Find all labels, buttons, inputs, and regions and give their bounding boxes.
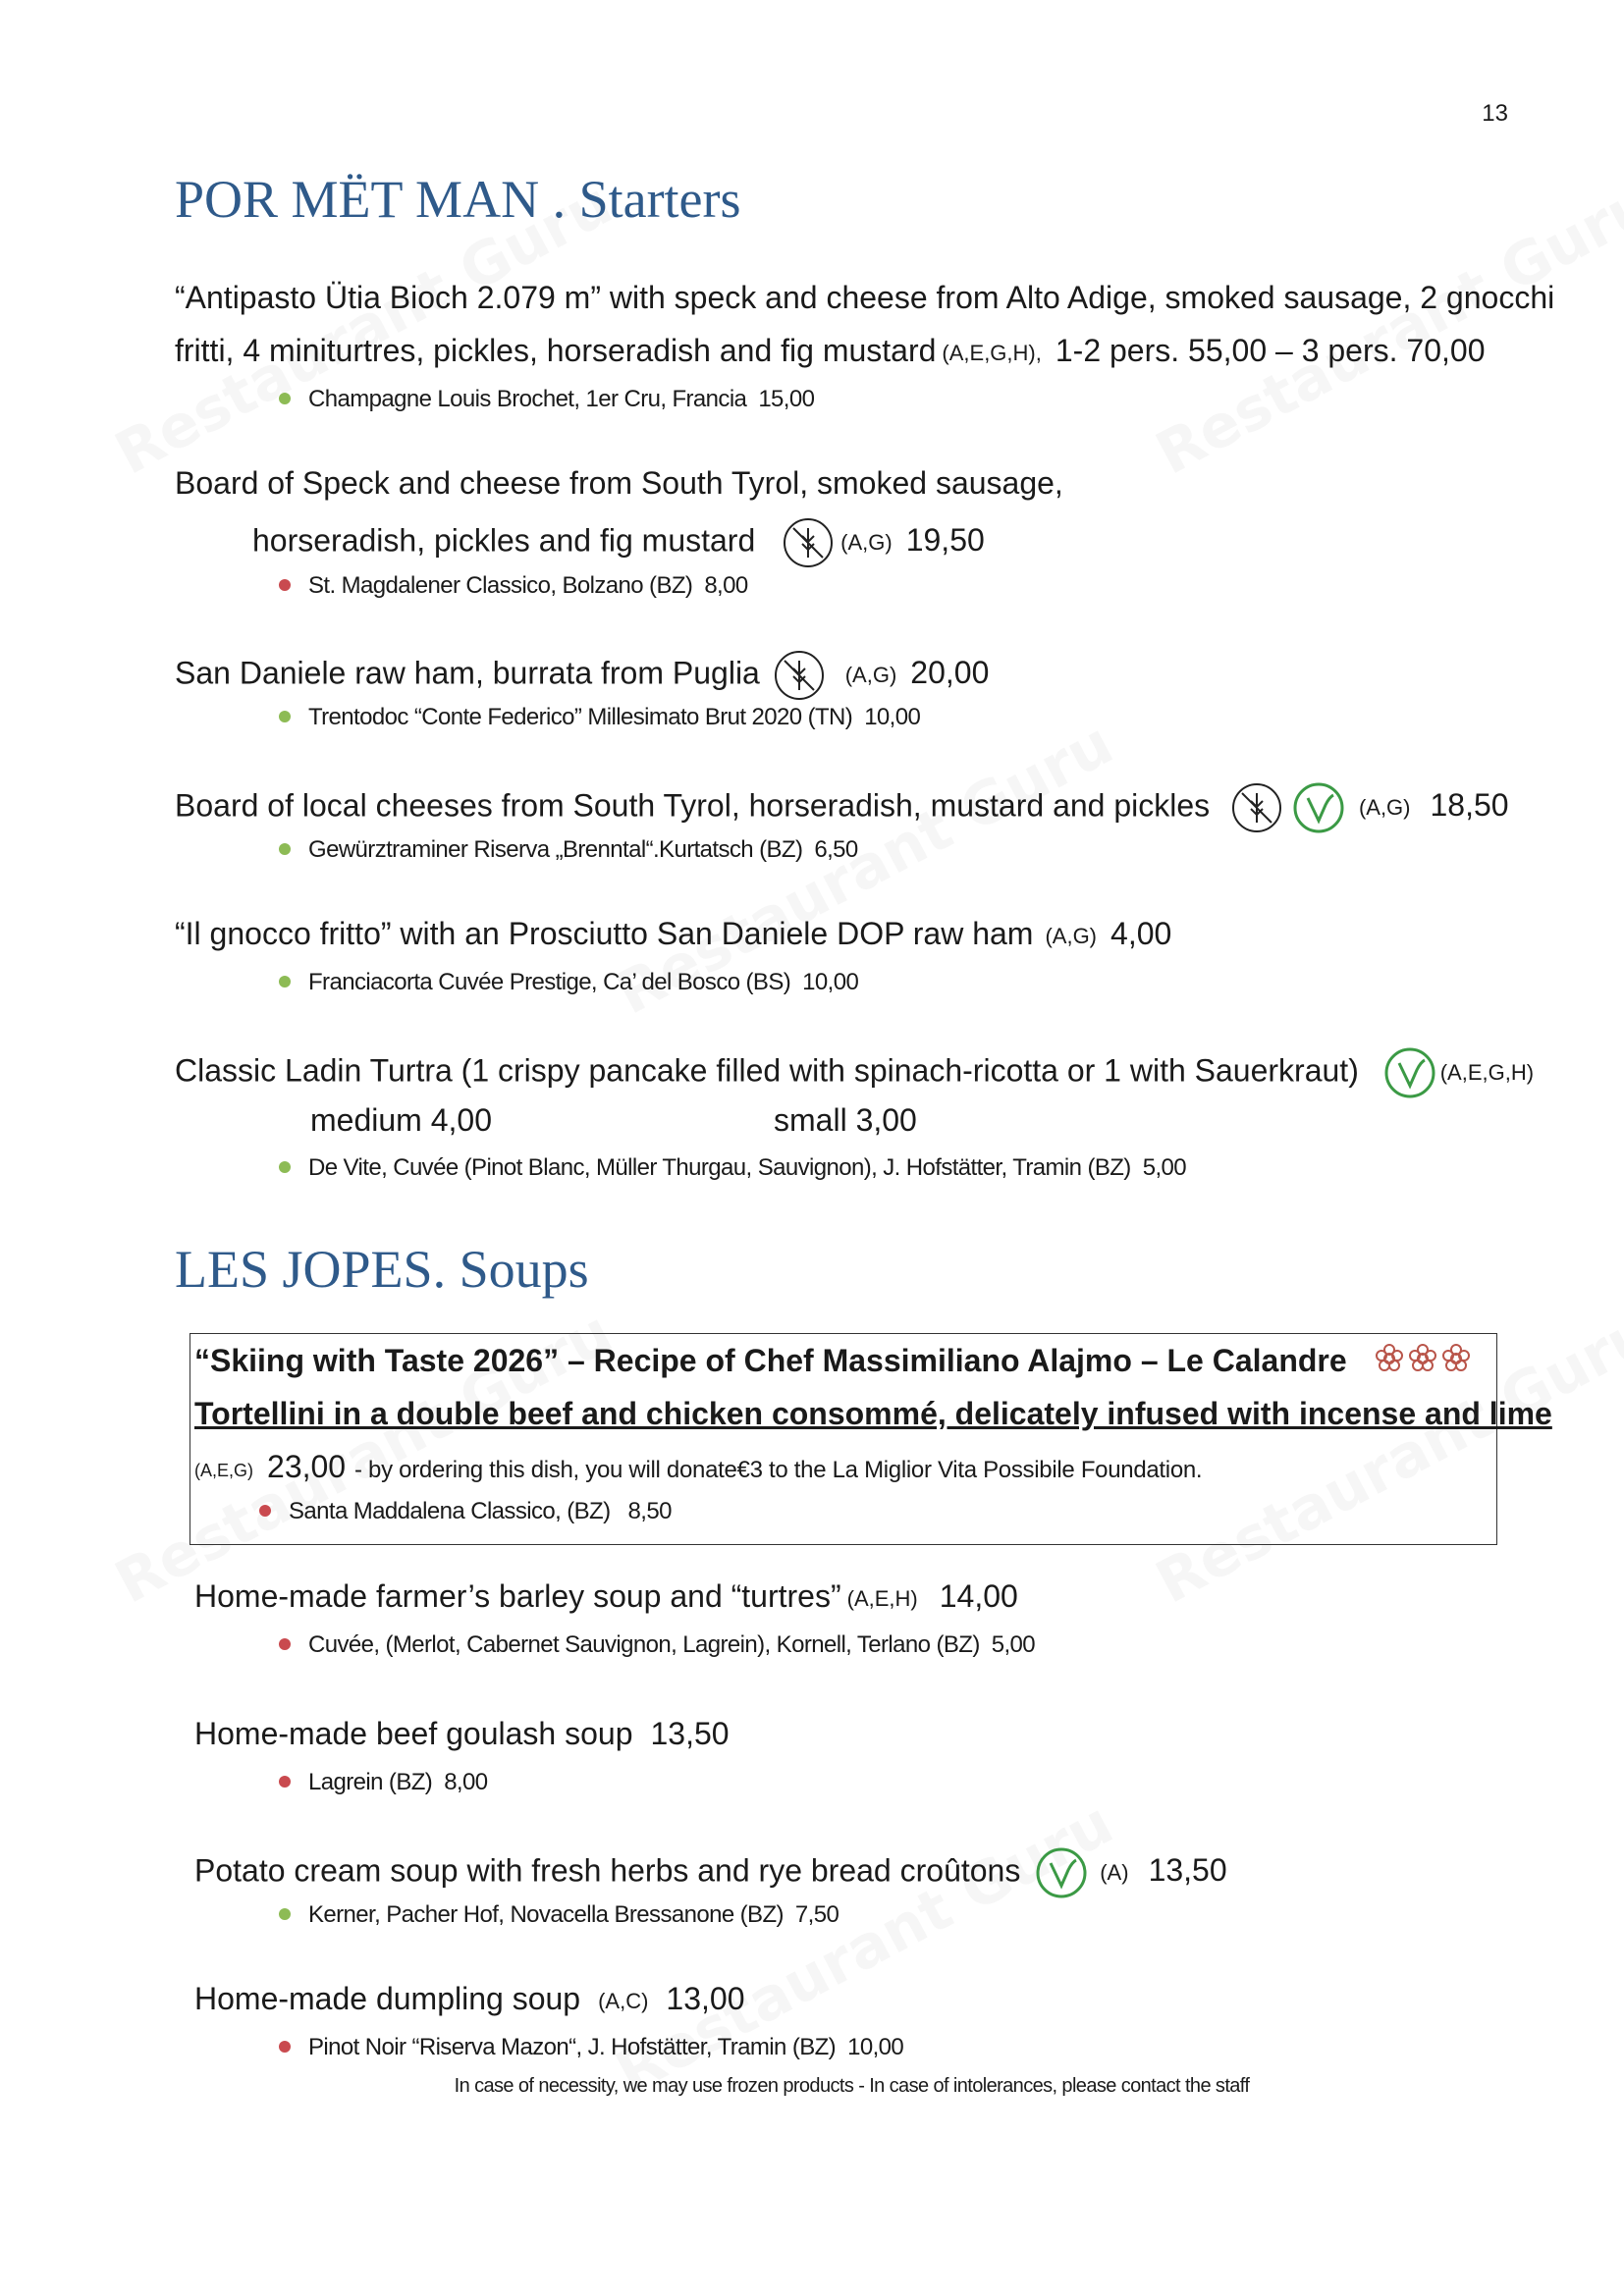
- wine-pairing: [279, 835, 858, 865]
- menu-item-name: horseradish, pickles and fig mustard (A,G) 19,50: [252, 516, 985, 569]
- wine-color-dot: [279, 843, 291, 855]
- wine-color-dot: [259, 1505, 271, 1517]
- vegetarian-icon: [1383, 1046, 1436, 1099]
- menu-item-size-small: small 3,00: [774, 1102, 917, 1138]
- menu-item-name: Home-made dumpling soup (A,C) 13,00: [194, 1981, 745, 2016]
- menu-item-name: Potato cream soup with fresh herbs and rye bread croûtons (A) 13,50: [194, 1846, 1227, 1899]
- wine-price: 8,50: [627, 1498, 672, 1524]
- wine-name: Gewürztraminer Riserva „Brenntal“.Kurtatsch (BZ): [308, 836, 803, 863]
- wine-pairing: [279, 1630, 1035, 1660]
- menu-item-name: Board of local cheeses from South Tyrol, horseradish, mustard and pickles (A,G) 18,50: [175, 781, 1509, 834]
- donation-note: - by ordering this dish, you will donate€3 to the La Miglior Vita Possibile Foundation.: [353, 1457, 1203, 1483]
- wine-pairing: [279, 1768, 488, 1797]
- section-title-starters: POR MËT MAN . Starters: [175, 170, 741, 229]
- wine-color-dot: [279, 1638, 291, 1650]
- wine-price: 10,00: [847, 2034, 904, 2060]
- allergen-codes: (A,G): [1358, 795, 1411, 821]
- wine-pairing: [279, 1153, 1186, 1183]
- wine-pairing: [279, 571, 748, 601]
- gluten-free-icon: [1230, 781, 1283, 834]
- wine-pairing: [279, 968, 858, 997]
- michelin-flower-icon: [1374, 1343, 1472, 1383]
- menu-item-price: 1-2 pers. 55,00 – 3 pers. 70,00: [1055, 333, 1486, 368]
- wine-color-dot: [279, 2041, 291, 2053]
- wine-name: St. Magdalener Classico, Bolzano (BZ): [308, 572, 693, 599]
- footer-note: In case of necessity, we may use frozen products - In case of intolerances, please contact the staff: [454, 2075, 1250, 2097]
- menu-item-name: San Daniele raw ham, burrata from Puglia (A,G) 20,00: [175, 649, 989, 702]
- menu-item-price: 14,00: [939, 1578, 1018, 1614]
- allergen-codes: (A,G): [1045, 924, 1098, 948]
- wine-pairing: [259, 1497, 672, 1526]
- allergen-codes: (A,E,G,H): [1439, 1060, 1535, 1086]
- wine-name: Kerner, Pacher Hof, Novacella Bressanone (BZ): [308, 1901, 784, 1928]
- wine-price: 5,00: [1142, 1154, 1187, 1181]
- wine-color-dot: [279, 1908, 291, 1920]
- wine-name: Champagne Louis Brochet, 1er Cru, Francia: [308, 386, 747, 412]
- wine-price: 5,00: [991, 1631, 1036, 1658]
- vegetarian-icon: [1292, 781, 1345, 834]
- wine-color-dot: [279, 711, 291, 722]
- wine-name: Pinot Noir “Riserva Mazon“, J. Hofstätter, Tramin (BZ): [308, 2034, 837, 2060]
- wine-price: 8,00: [444, 1769, 488, 1795]
- menu-item-name: Home-made farmer’s barley soup and “turtres” (A,E,H) 14,00: [194, 1578, 1018, 1614]
- menu-item-name: Home-made beef goulash soup 13,50: [194, 1716, 730, 1751]
- wine-color-dot: [279, 579, 291, 591]
- wine-price: 15,00: [758, 386, 815, 412]
- wine-pairing: [279, 385, 814, 414]
- allergen-codes: (A,G): [844, 663, 897, 688]
- wine-name: Cuvée, (Merlot, Cabernet Sauvignon, Lagrein), Kornell, Terlano (BZ): [308, 1631, 980, 1658]
- menu-item-price: 19,50: [905, 522, 985, 559]
- wine-name: Santa Maddalena Classico, (BZ): [289, 1498, 611, 1524]
- menu-item-price: 20,00: [910, 655, 990, 691]
- wine-pairing: [279, 1900, 839, 1930]
- wine-name: De Vite, Cuvée (Pinot Blanc, Müller Thurgau, Sauvignon), J. Hofstätter, Tramin (BZ): [308, 1154, 1131, 1181]
- allergen-codes: (A,C): [598, 1989, 649, 2013]
- wine-name: Lagrein (BZ): [308, 1769, 433, 1795]
- menu-item-price: 13,50: [1148, 1852, 1227, 1889]
- menu-item-price: 13,00: [666, 1981, 745, 2016]
- menu-item-price: 4,00: [1110, 916, 1172, 951]
- allergen-codes: (A,E,G): [194, 1461, 254, 1480]
- wine-pairing: [279, 703, 920, 732]
- wine-color-dot: [279, 1161, 291, 1173]
- menu-item-size-medium: medium 4,00: [310, 1102, 492, 1138]
- wine-color-dot: [279, 976, 291, 988]
- allergen-codes: (A): [1100, 1860, 1129, 1886]
- watermark: [1145, 169, 1624, 488]
- featured-dish-price-line: [194, 1447, 1202, 1490]
- wine-price: 8,00: [704, 572, 748, 599]
- menu-item-name: Classic Ladin Turtra (1 crispy pancake filled with spinach-ricotta or 1 with Sauerkraut) (A,E,G,H): [175, 1046, 1534, 1099]
- wine-pairing: [279, 2033, 903, 2062]
- allergen-codes: (A,E,H): [846, 1586, 918, 1611]
- wine-color-dot: [279, 1776, 291, 1788]
- wine-name: Franciacorta Cuvée Prestige, Ca’ del Bosco (BS): [308, 969, 791, 995]
- wine-price: 10,00: [864, 704, 921, 730]
- wine-price: 7,50: [794, 1901, 839, 1928]
- featured-dish-subtitle: Tortellini in a double beef and chicken consommé, delicately infused with incense and lime: [194, 1396, 1552, 1431]
- menu-item-name: “Antipasto Ütia Bioch 2.079 m” with speck and cheese from Alto Adige, smoked sausage, 2 gnocchi: [175, 280, 1555, 315]
- section-title-soups: LES JOPES. Soups: [175, 1240, 589, 1299]
- menu-item-name: “Il gnocco fritto” with an Prosciutto San Daniele DOP raw ham (A,G) 4,00: [175, 916, 1172, 951]
- allergen-codes: (A,E,G,H),: [942, 341, 1042, 365]
- menu-item-name: fritti, 4 miniturtres, pickles, horseradish and fig mustard (A,E,G,H), 1-2 pers. 55,00 – 3 pers. 70,00: [175, 333, 1486, 368]
- gluten-free-icon: [773, 649, 826, 702]
- menu-item-price: 23,00: [267, 1449, 347, 1484]
- wine-price: 6,50: [814, 836, 858, 863]
- wine-name: Trentodoc “Conte Federico” Millesimato Brut 2020 (TN): [308, 704, 853, 730]
- wine-price: 10,00: [802, 969, 859, 995]
- menu-item-name: Board of Speck and cheese from South Tyrol, smoked sausage,: [175, 465, 1063, 501]
- vegetarian-icon: [1035, 1846, 1088, 1899]
- menu-item-price: 18,50: [1430, 787, 1509, 824]
- gluten-free-icon: [782, 516, 835, 569]
- wine-color-dot: [279, 393, 291, 404]
- menu-item-price: 13,50: [650, 1716, 730, 1751]
- page-number: 13: [1482, 100, 1508, 127]
- featured-dish-title: “Skiing with Taste 2026” – Recipe of Chef Massimiliano Alajmo – Le Calandre: [194, 1341, 1472, 1383]
- allergen-codes: (A,G): [840, 530, 893, 556]
